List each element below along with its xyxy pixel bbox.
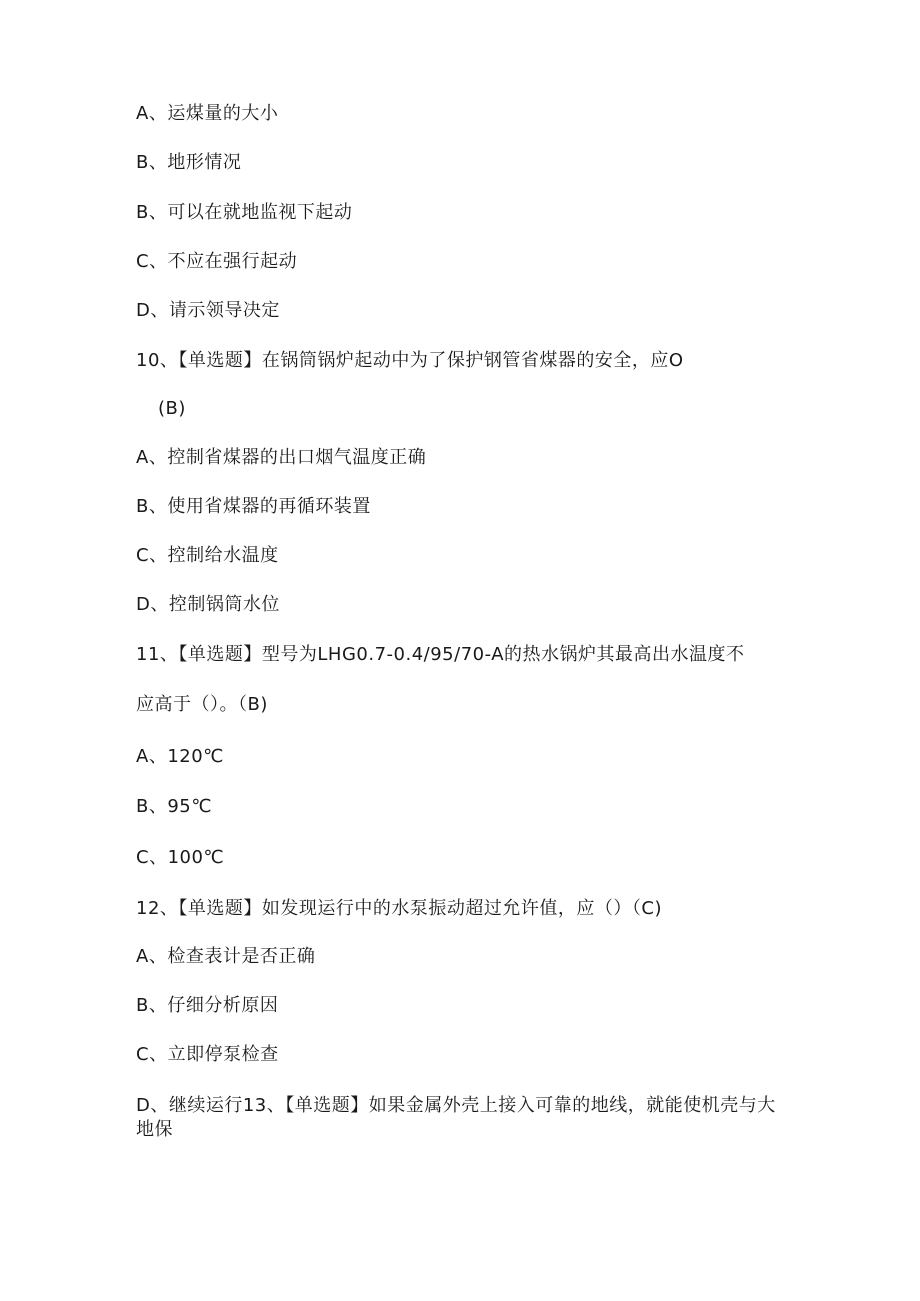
- question-10-answer: (B): [158, 398, 186, 419]
- q12-option-d-and-question-13: D、继续运行13、【单选题】如果金属外壳上接入可靠的地线，就能使机壳与大地保: [136, 1095, 776, 1140]
- question-11-continued: 应高于（）。（B): [136, 694, 268, 715]
- option-d-ask-leader: D、请示领导决定: [136, 300, 280, 321]
- q10-option-d: D、控制锅筒水位: [136, 594, 280, 615]
- q12-option-c: C、立即停泵检查: [136, 1044, 279, 1065]
- q12-option-b: B、仔细分析原因: [136, 995, 279, 1016]
- option-a-coal-volume: A、运煤量的大小: [136, 103, 279, 124]
- q10-option-b: B、使用省煤器的再循环装置: [136, 496, 371, 517]
- q11-option-c: C、100℃: [136, 847, 225, 868]
- q11-option-b: B、95℃: [136, 796, 212, 817]
- q10-option-c: C、控制给水温度: [136, 545, 279, 566]
- question-12: 12、【单选题】如发现运行中的水泵振动超过允许值，应（）（C): [136, 898, 662, 919]
- option-b-local-monitor: B、可以在就地监视下起动: [136, 202, 353, 223]
- option-b-terrain: B、地形情况: [136, 152, 242, 173]
- q11-option-a: A、120℃: [136, 746, 224, 767]
- question-10: 10、【单选题】在锅筒锅炉起动中为了保护钢管省煤器的安全，应O: [136, 350, 684, 371]
- question-11: 11、【单选题】型号为LHG0.7-0.4/95/70-A的热水锅炉其最高出水温度不: [136, 644, 745, 665]
- q10-option-a: A、控制省煤器的出口烟气温度正确: [136, 447, 427, 468]
- option-c-no-forced-start: C、不应在强行起动: [136, 251, 298, 272]
- q12-option-a: A、检查表计是否正确: [136, 946, 316, 967]
